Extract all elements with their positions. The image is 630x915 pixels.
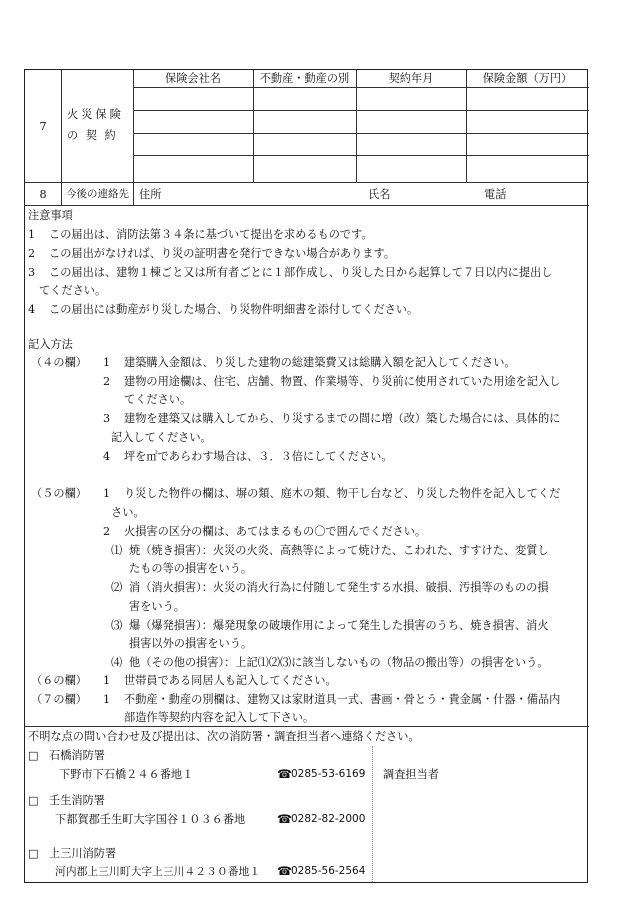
item-number: 1 [103, 356, 111, 369]
checkbox-ishibashi[interactable]: □ [28, 749, 39, 762]
col4-label: （４の欄） [31, 356, 87, 369]
station-name: 壬生消防署 [49, 794, 105, 807]
subitem-number: ⑷ [111, 656, 123, 669]
item-number: 3 [103, 412, 111, 425]
cell-date-row4[interactable] [356, 155, 466, 182]
header-insurance-company: 保険会社名 [165, 72, 221, 85]
phone-label: 電話 [484, 188, 507, 201]
cell-type-row2[interactable] [253, 110, 356, 133]
subitem-text-cont: 害をいう。 [129, 600, 185, 613]
station-name: 上三川消防署 [49, 847, 117, 860]
row-line [25, 182, 589, 183]
note-number: 3 [28, 266, 36, 279]
station-phone: 0282-82-2000 [291, 813, 366, 825]
item-number: 2 [103, 375, 111, 388]
header-contract-date: 契約年月 [388, 72, 434, 85]
header-insured-amount: 保険金額（万円） [482, 72, 573, 85]
note-number: 1 [28, 228, 36, 241]
item-text: 建築購入金額は、り災した建物の総建築費又は総購入額を記入してください。 [124, 356, 516, 369]
section8-label: 今後の連絡先 [66, 188, 129, 200]
row-line [25, 726, 589, 727]
item-text-cont: てください。 [124, 393, 192, 406]
divider [61, 182, 62, 205]
note-text: この届出には動産がり災した場合、り災物件明細書を添付してください。 [49, 303, 419, 316]
item-text-cont: 部造作等契約内容を記入して下さい。 [124, 711, 315, 724]
station-name: 石橋消防署 [49, 749, 105, 762]
column-divider [372, 746, 373, 882]
cell-date-row1[interactable] [356, 87, 466, 110]
note-text-cont: てください。 [39, 284, 107, 297]
phone-icon: ☎ [277, 812, 292, 826]
contact-intro: 不明な点の問い合わせ及び提出は、次の消防署・調査担当者へ連絡ください。 [28, 730, 420, 743]
cell-amount-row3[interactable] [466, 133, 589, 155]
address-label: 住所 [139, 188, 162, 201]
item-text: り災した物件の欄は、塀の類、庭木の類、物干し台など、り災した物件を記入してくだ [124, 487, 561, 500]
howto-title: 記入方法 [28, 338, 73, 351]
item-text: 火損害の区分の欄は、あてはまるもの〇で囲んでください。 [124, 525, 427, 538]
phone-icon: ☎ [277, 864, 292, 878]
cell-amount-row4[interactable] [466, 155, 589, 182]
subitem-text: 爆（爆発損害）：爆発現象の破壊作用によって発生した損害のうち、焼き損害、消火 [129, 619, 549, 632]
station-phone: 0285-56-2564 [291, 865, 366, 877]
divider [61, 70, 62, 182]
subitem-text: 焼（焼き損害）：火災の火炎、高熱等によって焼けた、こわれた、すすけた、変質し [129, 544, 549, 557]
phone-icon: ☎ [277, 767, 292, 781]
cell-company-row2[interactable] [133, 110, 253, 133]
note-text: この届出は、消防法第３４条に基づいて提出を求めるものです。 [49, 228, 373, 241]
checkbox-kaminokawa[interactable]: □ [28, 847, 39, 860]
cell-company-row3[interactable] [133, 133, 253, 155]
note-text: この届出は、建物１棟ごと又は所有者ごとに１部作成し、り災した日から起算して７日以内に提出し [49, 266, 553, 279]
notes-title: 注意事項 [28, 209, 73, 222]
note-text: この届出がなければ、り災の証明書を発行できない場合があります。 [49, 247, 395, 260]
cell-company-row4[interactable] [133, 155, 253, 182]
subitem-text-cont: 損害以外の損害をいう。 [129, 637, 253, 650]
cell-type-row4[interactable] [253, 155, 356, 182]
section7-title-line2: の 契 約 [67, 129, 118, 142]
header-property-type: 不動産・動産の別 [259, 72, 350, 85]
subitem-text: 消（消火損害）：火災の消火行為に付随して発生する水損、破損、汚損等のものの損 [129, 581, 549, 594]
station-address: 河内郡上三川町大字上三川４２３０番地１ [55, 865, 261, 878]
station-phone: 0285-53-6169 [291, 768, 366, 780]
station-address: 下都賀郡壬生町大字国谷１０３６番地 [55, 813, 246, 826]
section7-title-line1: 火災保険 [67, 108, 124, 121]
item-number: 2 [103, 525, 111, 538]
form-frame [24, 69, 588, 883]
item-text: 建物を建築又は購入してから、り災するまでの間に増（改）築した場合には、具体的に [124, 412, 561, 425]
subitem-number: ⑶ [111, 619, 123, 632]
cell-amount-row1[interactable] [466, 87, 589, 110]
cell-company-row1[interactable] [133, 87, 253, 110]
item-text: 坪を㎡であらわす場合は、３．３倍にしてください。 [124, 450, 393, 463]
cell-date-row2[interactable] [356, 110, 466, 133]
cell-type-row3[interactable] [253, 133, 356, 155]
section8-number: 8 [39, 188, 47, 201]
item-number: 4 [103, 450, 111, 463]
item-text-cont: さい。 [111, 506, 145, 519]
col6-label: （６の欄） [31, 674, 87, 687]
item-number: 1 [103, 693, 111, 706]
note-number: 2 [28, 247, 36, 260]
investigator-label: 調査担当者 [383, 768, 439, 781]
cell-date-row3[interactable] [356, 133, 466, 155]
item-number: 1 [103, 674, 111, 687]
subitem-text: 他（その他の損害）：上記⑴⑵⑶に該当しないもの（物品の搬出等）の損害をいう。 [129, 656, 549, 669]
item-text: 世帯員である同居人も記入してください。 [124, 674, 337, 687]
name-label: 氏名 [368, 188, 391, 201]
col5-label: （５の欄） [31, 487, 87, 500]
subitem-text-cont: たもの等の損害をいう。 [129, 562, 253, 575]
col7-label: （７の欄） [31, 693, 87, 706]
item-text-cont: 記入してください。 [111, 431, 212, 444]
item-text: 不動産・動産の別欄は、建物又は家財道具一式、書画・骨とう・貴金属・什器・備品内 [124, 693, 561, 706]
cell-type-row1[interactable] [253, 87, 356, 110]
station-address: 下野市下石橋２４６番地１ [59, 768, 194, 781]
item-number: 1 [103, 487, 111, 500]
subitem-number: ⑴ [111, 544, 123, 557]
section7-number: 7 [39, 120, 47, 133]
checkbox-mibu[interactable]: □ [28, 794, 39, 807]
note-number: 4 [28, 303, 36, 316]
cell-amount-row2[interactable] [466, 110, 589, 133]
subitem-number: ⑵ [111, 581, 123, 594]
item-text: 建物の用途欄は、住宅、店舗、物置、作業場等、り災前に使用されていた用途を記入し [124, 375, 561, 388]
row-line [25, 205, 589, 206]
